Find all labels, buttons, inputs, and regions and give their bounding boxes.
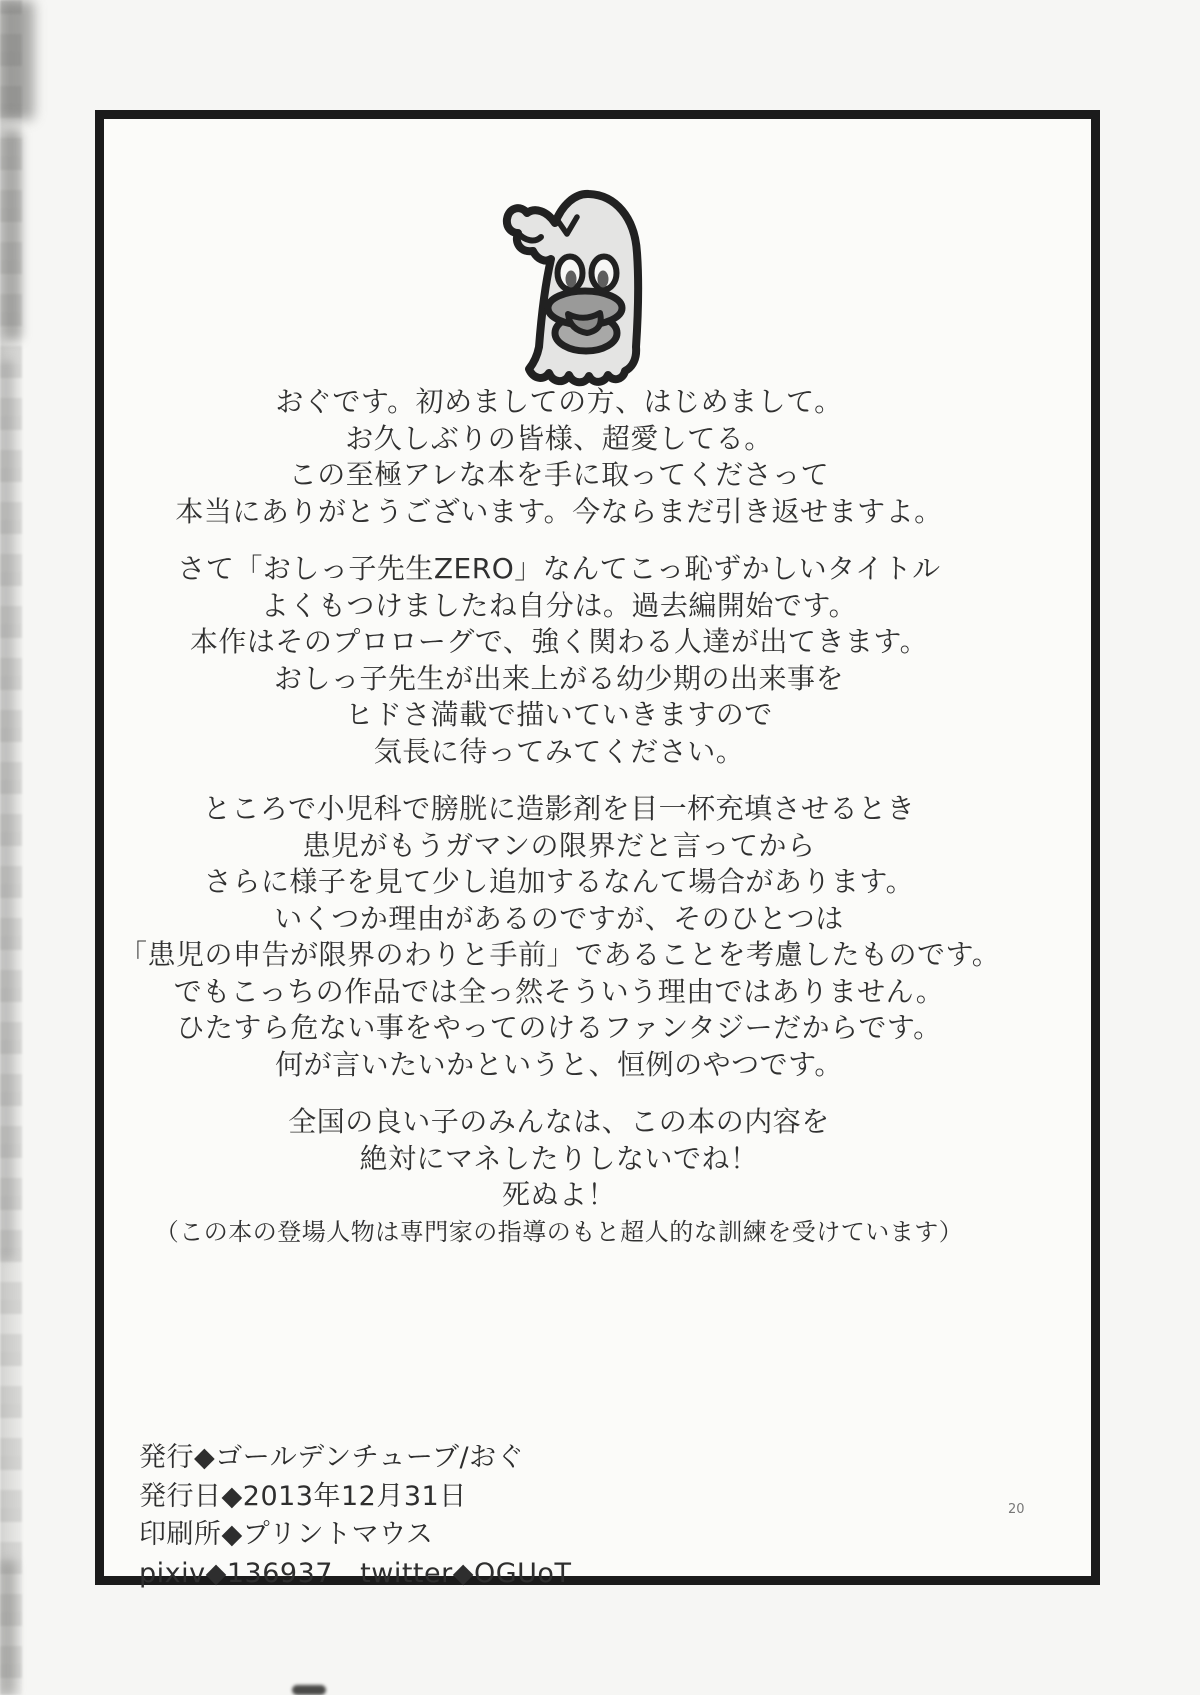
afterword-paragraph-3 [119,791,999,1083]
text-line: 何が言いたいかというと、恒例のやつです。 [275,1047,843,1081]
mascot-pupil-right [598,271,609,288]
text-line: 本作はそのプロローグで、強く関わる人達が出てきます。 [189,625,929,658]
colophon-publisher: 発行◆ゴールデンチューブ/おぐ [139,1442,525,1473]
text-line: ヒドさ満載で描いていきますので [345,698,773,731]
scan-smudge [0,0,34,120]
text-line: いくつか理由があるのですが、そのひとつは [274,901,844,935]
text-line: さらに様子を見て少し追加するなんて場合があります。 [203,865,915,898]
text-line: お久しぶりの皆様、超愛してる。 [345,421,773,455]
disclaimer-note: （この本の登場人物は専門家の指導のもと超人的な訓練を受けています） [154,1217,964,1246]
afterword-paragraph-1 [119,384,999,530]
mascot-pupil-left [566,271,577,288]
scan-smudge [292,1685,326,1695]
page-border-frame [95,110,1100,1589]
afterword-paragraph-4 [119,1104,999,1250]
colophon-printer: 印刷所◆プリントマウス [139,1519,434,1550]
colophon-contact: pixiv◆136937 twitter◆OGUoT [139,1557,572,1589]
text-line: おしっ子先生が出来上がる幼少期の出来事を [273,661,844,695]
scan-smudge [2,130,22,340]
text-line: ひたすら危ない事をやってのけるファンタジーだからです。 [176,1011,942,1044]
scan-smudge [0,360,14,1260]
mascot-tongue [568,313,601,333]
text-line: ところで小児科で膀胱に造影剤を目一杯充填させるとき [202,792,916,825]
ghost-mascot-icon [487,181,647,391]
afterword-text [119,384,999,1271]
text-line: 絶対にマネしたりしないでね！ [359,1141,759,1175]
text-line: さて「おしっ子先生ZERO」なんてこっ恥ずかしいタイトル [177,552,941,585]
page-number: 20 [1008,1502,1025,1517]
scan-smudge [0,1560,16,1695]
text-line: 全国の良い子のみんなは、この本の内容を [288,1105,830,1138]
text-line: でもこっちの作品では全っ然そういう理由ではありません。 [173,974,945,1008]
text-line: 本当にありがとうございます。今ならまだ引き返せますよ。 [175,494,943,528]
text-line: 気長に待ってみてください。 [373,734,745,768]
afterword-paragraph-2 [119,551,999,770]
text-line: 死ぬよ！ [501,1178,616,1211]
colophon-publish-date: 発行日◆2013年12月31日 [139,1480,467,1512]
text-line: 「患児の申告が限界のわりと手前」であることを考慮したものです。 [119,938,1001,971]
text-line: おぐです。初めましての方、はじめまして。 [275,385,843,418]
text-line: よくもつけましたね自分は。過去編開始です。 [260,588,858,622]
text-line: この至極アレな本を手に取ってくださって [288,458,830,491]
colophon [139,1439,571,1593]
text-line: 患児がもうガマンの限界だと言ってから [302,828,816,862]
